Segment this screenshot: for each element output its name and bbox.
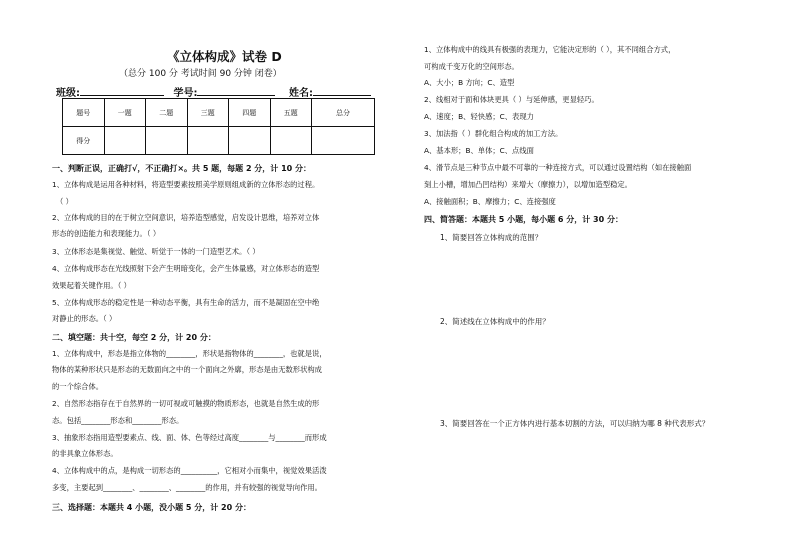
section1-line: 5、立体构成形态的稳定性是一种动态平衡，具有生命的活力，而不是凝固在空中绝	[52, 298, 320, 307]
section3-line: 2、线相对于面和体块更具（ ）与延伸感，更显轻巧。	[424, 95, 599, 104]
section2-line: 的一个综合体。	[52, 382, 104, 391]
section3-line: 可构成千变万化的空间形态。	[424, 62, 519, 71]
section3-line: 1、立体构成中的线具有极强的表现力，它能决定形的（ ），其不同组合方式，	[424, 45, 676, 54]
section3-line: A、接触面积；B、摩擦力；C、连接强度	[424, 197, 556, 206]
id-label: 学号:	[173, 88, 198, 99]
score-cell: 一题	[104, 99, 146, 127]
section2-line: 物体的某种形状只是形态的无数面向之中的一个面向之外廓，形态是由无数形状构成	[52, 365, 322, 374]
section2-line: 多变，主要起到________、________、________的作用，并有较强的视觉导向作用。	[52, 483, 322, 492]
score-table-score-row	[63, 127, 375, 155]
section1-line: 形态的创造能力和表现能力。（ ）	[52, 229, 161, 238]
section1-line: （ ）	[56, 197, 73, 206]
section3-line: A、基本形；B、单体；C、点线面	[424, 146, 534, 155]
short-answer-question: 3、简要回答在一个正方体内进行基本切割的方法，可以归纳为哪 8 种代表形式？	[440, 419, 710, 428]
exam-title: 《立体构成》试卷 D	[167, 49, 282, 64]
section3-line: 刻上小槽，增加凸凹结构）来增大（摩擦力），以增加造型稳定。	[424, 180, 632, 189]
score-cell: 得分	[63, 127, 105, 155]
section1-line: 1、立体构成是运用各种材料，将造型要素按照美学原则组成新的立体形态的过程。	[52, 180, 320, 189]
id-field[interactable]	[197, 84, 275, 96]
section3-line: A、速度；B、轻快感；C、表现力	[424, 112, 534, 121]
score-input-cell[interactable]	[270, 127, 312, 155]
section1-line: 3、立体形态是集视觉、触觉、听觉于一体的一门造型艺术。（ ）	[52, 247, 260, 256]
section2-line: 1、立体构成中，形态是指立体物的________，形状是指物体的________，也就是说，	[52, 349, 327, 358]
score-input-cell[interactable]	[146, 127, 188, 155]
section1-line: 4、立体构成形态在光线照射下会产生明暗变化，会产生体量感，对立体形态的造型	[52, 264, 320, 273]
section1-heading: 一、判断正误，正确打√，不正确打×。共 5 题，每题 2 分，计 10 分：	[52, 164, 312, 173]
section4-heading: 四、简答题：本题共 5 小题，每小题 6 分，计 30 分：	[424, 215, 623, 224]
name-label: 姓名:	[288, 88, 313, 99]
score-input-cell[interactable]	[229, 127, 271, 155]
section1-line: 对静止的形态。（ ）	[52, 314, 117, 323]
section3-line: A、大小；B 方向；C、造型	[424, 78, 515, 87]
section3-heading: 三、选择题：本题共 4 小题，没小题 5 分，计 20 分：	[52, 503, 251, 512]
section2-line: 4、立体构成中的点，是构成一切形态的__________，它相对小而集中，视觉效果活泼	[52, 466, 327, 475]
section2-line: 态。包括________形态和________形态。	[52, 416, 184, 425]
score-table	[62, 98, 375, 155]
section2-line: 2、自然形态指存在于自然界的一切可视或可触摸的物质形态，也就是自然生成的形	[52, 399, 320, 408]
score-input-cell[interactable]	[104, 127, 146, 155]
score-cell: 三题	[187, 99, 229, 127]
section3-line: 3、加法指（ ）群化组合构成的加工方法。	[424, 129, 563, 138]
score-input-cell[interactable]	[312, 127, 375, 155]
score-cell: 总分	[312, 99, 375, 127]
section1-line: 2、立体构成的目的在于树立空间意识，培养造型感觉，启发设计思维，培养对立体	[52, 213, 320, 222]
section2-line: 的非具象立体形态。	[52, 449, 118, 458]
section1-line: 效果起着关键作用。（ ）	[52, 281, 131, 290]
score-table-header-row	[63, 99, 375, 127]
score-cell: 题号	[63, 99, 105, 127]
name-field[interactable]	[313, 84, 371, 96]
section2-heading: 二、填空题：共十空，每空 2 分，计 20 分：	[52, 333, 216, 342]
section3-line: 4、滑节点是三种节点中最不可靠的一种连接方式，可以通过设置结构（如在接触面	[424, 163, 692, 172]
class-label: 班级:	[56, 88, 80, 99]
section2-line: 3、抽象形态指用造型要素点、线、面、体、色等经过高度________与________而形成	[52, 433, 327, 442]
student-info-line	[56, 84, 371, 99]
score-input-cell[interactable]	[187, 127, 229, 155]
class-field[interactable]	[80, 84, 164, 96]
score-cell: 二题	[146, 99, 188, 127]
short-answer-question: 1、简要回答立体构成的范围？	[440, 233, 543, 242]
exam-subtitle: （总分 100 分 考试时间 90 分钟 闭卷）	[119, 69, 282, 79]
score-cell: 四题	[229, 99, 271, 127]
short-answer-question: 2、简述线在立体构成中的作用？	[440, 317, 550, 326]
score-cell: 五题	[270, 99, 312, 127]
